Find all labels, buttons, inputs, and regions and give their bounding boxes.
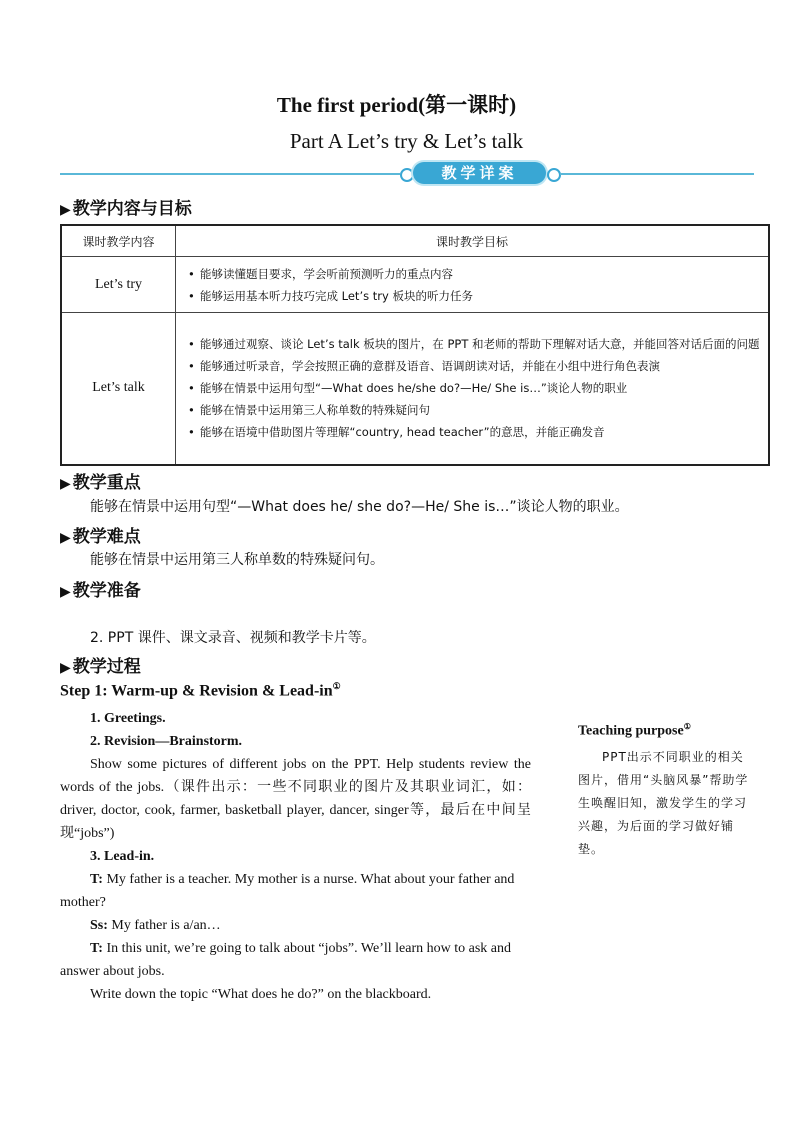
dialogue-line: Ss: My father is a/an… <box>90 918 221 933</box>
difficulty-text: 能够在情景中运用第三人称单数的特殊疑问句。 <box>90 552 384 568</box>
banner-label: 教学详案 <box>413 162 546 184</box>
banner-line-right <box>560 173 754 175</box>
section-heading-content-goals: ▶ 教学内容与目标 <box>60 199 192 219</box>
table-header: 课时教学内容 <box>61 225 176 257</box>
page-title: The first period(第一课时) <box>276 93 517 117</box>
dialogue-line: T: My father is a teacher. My mother is a nurse. What about your father and mother? <box>60 872 515 910</box>
revision-item: 2. Revision—Brainstorm. <box>90 734 243 749</box>
triangle-icon: ▶ <box>60 202 71 218</box>
goal-item: • 能够通过听录音，学会按照正确的意群及语音、语调朗读对话，并能在小组中进行角色表演 <box>188 355 760 377</box>
banner-knot-left <box>400 168 414 182</box>
section-banner <box>60 161 754 187</box>
teaching-purpose-title: Teaching purpose① <box>578 722 691 739</box>
table-row <box>61 313 769 465</box>
closing-text: Write down the topic “What does he do?” on the blackboard. <box>90 987 432 1002</box>
goal-item: • 能够通过观察、谈论 Let’s talk 板块的图片，在 PPT 和老师的帮助下理解对话大意，并能回答对话后面的问题 <box>188 333 760 355</box>
table-row <box>61 257 769 313</box>
triangle-icon: ▶ <box>60 476 71 492</box>
table-cell-content: Let’s talk <box>61 313 176 465</box>
leadin-item: 3. Lead-in. <box>90 849 155 864</box>
goal-item: • 能够在情景中运用句型“—What does he/she do?—He/ She is…”谈论人物的职业 <box>188 377 760 399</box>
goal-item: • 能够运用基本听力技巧完成 Let’s try 板块的听力任务 <box>188 285 760 307</box>
preparation-text: 2. PPT 课件、课文录音、视频和教学卡片等。 <box>90 630 376 646</box>
footnote-mark: ① <box>332 681 341 691</box>
step-heading: Step 1: Warm-up & Revision & Lead-in① <box>60 681 341 700</box>
table-header: 课时教学目标 <box>176 225 770 257</box>
revision-text: Show some pictures of different jobs on the PPT. Help students review the words of the jobs.（课件出示：一些不同职业的图片及其职业词汇，如：driver, doctor, cook, farmer, basketball player, dancer, singer等，最后在中间呈现“jobs”) <box>60 757 531 841</box>
goal-item: • 能够在情景中运用第三人称单数的特殊疑问句 <box>188 399 760 421</box>
banner-line-left <box>60 173 400 175</box>
triangle-icon: ▶ <box>60 584 71 600</box>
goal-item: • 能够在语境中借助图片等理解“country, head teacher”的意思，并能正确发音 <box>188 421 760 443</box>
section-heading-key-point: ▶ 教学重点 <box>60 473 141 493</box>
section-heading-preparation: ▶ 教学准备 <box>60 581 141 601</box>
dialogue-line: T: In this unit, we’re going to talk about “jobs”. We’ll learn how to ask and answer about jobs. <box>60 941 511 979</box>
section-heading-difficulty: ▶ 教学难点 <box>60 527 141 547</box>
teaching-purpose-note <box>578 722 753 861</box>
banner-knot-right <box>547 168 561 182</box>
goal-item: • 能够读懂题目要求，学会听前预测听力的重点内容 <box>188 263 760 285</box>
triangle-icon: ▶ <box>60 530 71 546</box>
footnote-mark: ① <box>683 722 691 731</box>
page-subtitle: Part A Let’s try & Let’s talk <box>289 129 524 153</box>
table-cell-goals <box>176 313 770 465</box>
goals-table <box>60 224 770 466</box>
triangle-icon: ▶ <box>60 660 71 676</box>
table-cell-content: Let’s try <box>61 257 176 313</box>
process-body <box>60 707 531 1006</box>
greetings-item: 1. Greetings. <box>90 711 166 726</box>
key-point-text: 能够在情景中运用句型“—What does he/ she do?—He/ She is…”谈论人物的职业。 <box>90 499 629 515</box>
teaching-purpose-text: PPT出示不同职业的相关图片，借用“头脑风暴”帮助学生唤醒旧知，激发学生的学习兴趣，为后面的学习做好铺垫。 <box>578 749 749 856</box>
table-header-row <box>61 225 769 257</box>
table-cell-goals <box>176 257 770 313</box>
section-heading-process: ▶ 教学过程 <box>60 657 141 677</box>
